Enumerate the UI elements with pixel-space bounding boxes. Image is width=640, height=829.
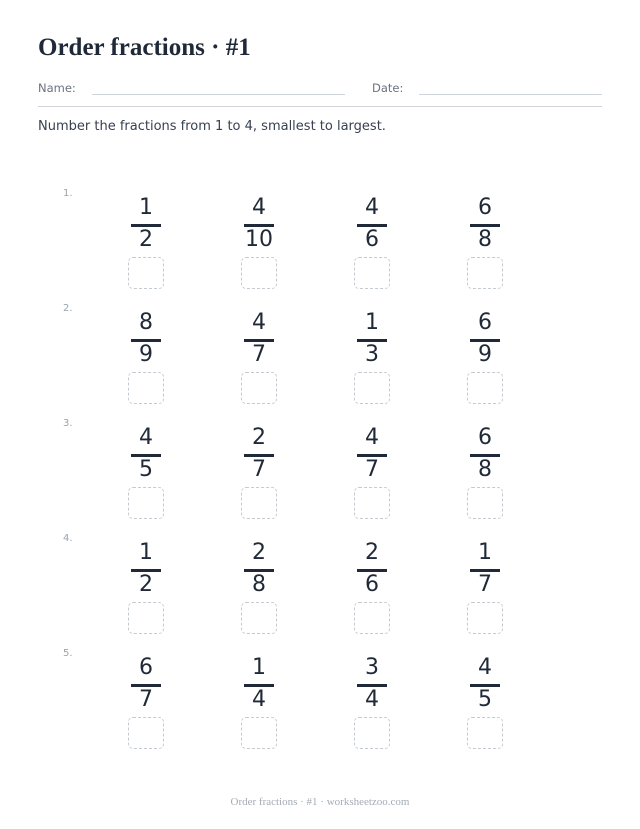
fraction	[229, 655, 289, 753]
numerator: 1	[252, 655, 266, 680]
denominator: 8	[478, 457, 492, 482]
denominator: 7	[252, 342, 266, 367]
fraction	[116, 425, 176, 523]
fraction	[116, 195, 176, 293]
denominator: 4	[252, 687, 266, 712]
numerator: 4	[252, 310, 266, 335]
denominator: 6	[365, 227, 379, 252]
denominator: 9	[478, 342, 492, 367]
answer-box[interactable]	[128, 372, 164, 404]
denominator: 7	[252, 457, 266, 482]
denominator: 7	[478, 572, 492, 597]
denominator: 4	[365, 687, 379, 712]
answer-box[interactable]	[467, 602, 503, 634]
fraction	[342, 655, 402, 753]
denominator: 3	[365, 342, 379, 367]
fraction	[229, 540, 289, 638]
date-label: Date:	[372, 81, 404, 95]
problem-1	[0, 188, 640, 303]
answer-box[interactable]	[128, 717, 164, 749]
denominator: 7	[139, 687, 153, 712]
answer-box[interactable]	[241, 717, 277, 749]
denominator: 2	[139, 227, 153, 252]
numerator: 6	[478, 195, 492, 220]
fraction	[455, 310, 515, 408]
name-label: Name:	[38, 81, 76, 95]
answer-box[interactable]	[354, 372, 390, 404]
fraction	[116, 540, 176, 638]
answer-box[interactable]	[128, 602, 164, 634]
problem-number: 1.	[63, 188, 73, 199]
problem-2	[0, 303, 640, 418]
numerator: 6	[139, 655, 153, 680]
numerator: 4	[365, 195, 379, 220]
answer-box[interactable]	[241, 257, 277, 289]
fraction	[116, 655, 176, 753]
denominator: 7	[365, 457, 379, 482]
fraction	[455, 195, 515, 293]
problem-3	[0, 418, 640, 533]
answer-box[interactable]	[467, 487, 503, 519]
fraction	[229, 310, 289, 408]
answer-box[interactable]	[128, 257, 164, 289]
fraction	[229, 195, 289, 293]
denominator: 8	[252, 572, 266, 597]
page-title: Order fractions · #1	[38, 34, 251, 61]
problem-number: 2.	[63, 303, 73, 314]
numerator: 6	[478, 310, 492, 335]
denominator: 10	[245, 227, 273, 252]
denominator: 2	[139, 572, 153, 597]
numerator: 1	[365, 310, 379, 335]
problem-number: 4.	[63, 533, 73, 544]
numerator: 1	[139, 540, 153, 565]
fraction	[455, 540, 515, 638]
answer-box[interactable]	[241, 487, 277, 519]
date-field-line[interactable]	[419, 94, 602, 95]
answer-box[interactable]	[241, 602, 277, 634]
answer-box[interactable]	[354, 487, 390, 519]
answer-box[interactable]	[354, 257, 390, 289]
fraction	[342, 425, 402, 523]
answer-box[interactable]	[467, 257, 503, 289]
numerator: 6	[478, 425, 492, 450]
fraction	[342, 540, 402, 638]
numerator: 1	[139, 195, 153, 220]
instructions: Number the fractions from 1 to 4, smallest to largest.	[38, 119, 386, 134]
name-field-line[interactable]	[92, 94, 345, 95]
numerator: 4	[478, 655, 492, 680]
problem-4	[0, 533, 640, 648]
numerator: 2	[365, 540, 379, 565]
numerator: 4	[365, 425, 379, 450]
numerator: 2	[252, 425, 266, 450]
answer-box[interactable]	[128, 487, 164, 519]
footer: Order fractions · #1 · worksheetzoo.com	[230, 796, 410, 808]
problem-number: 3.	[63, 418, 73, 429]
denominator: 8	[478, 227, 492, 252]
denominator: 5	[478, 687, 492, 712]
numerator: 4	[252, 195, 266, 220]
fraction	[455, 655, 515, 753]
problem-5	[0, 648, 640, 763]
denominator: 5	[139, 457, 153, 482]
fraction	[342, 310, 402, 408]
fraction	[455, 425, 515, 523]
numerator: 2	[252, 540, 266, 565]
numerator: 8	[139, 310, 153, 335]
numerator: 4	[139, 425, 153, 450]
problem-number: 5.	[63, 648, 73, 659]
fraction	[229, 425, 289, 523]
answer-box[interactable]	[467, 717, 503, 749]
answer-box[interactable]	[354, 602, 390, 634]
fraction	[116, 310, 176, 408]
denominator: 9	[139, 342, 153, 367]
numerator: 3	[365, 655, 379, 680]
fraction	[342, 195, 402, 293]
answer-box[interactable]	[354, 717, 390, 749]
answer-box[interactable]	[241, 372, 277, 404]
numerator: 1	[478, 540, 492, 565]
header-divider	[38, 106, 602, 107]
answer-box[interactable]	[467, 372, 503, 404]
denominator: 6	[365, 572, 379, 597]
